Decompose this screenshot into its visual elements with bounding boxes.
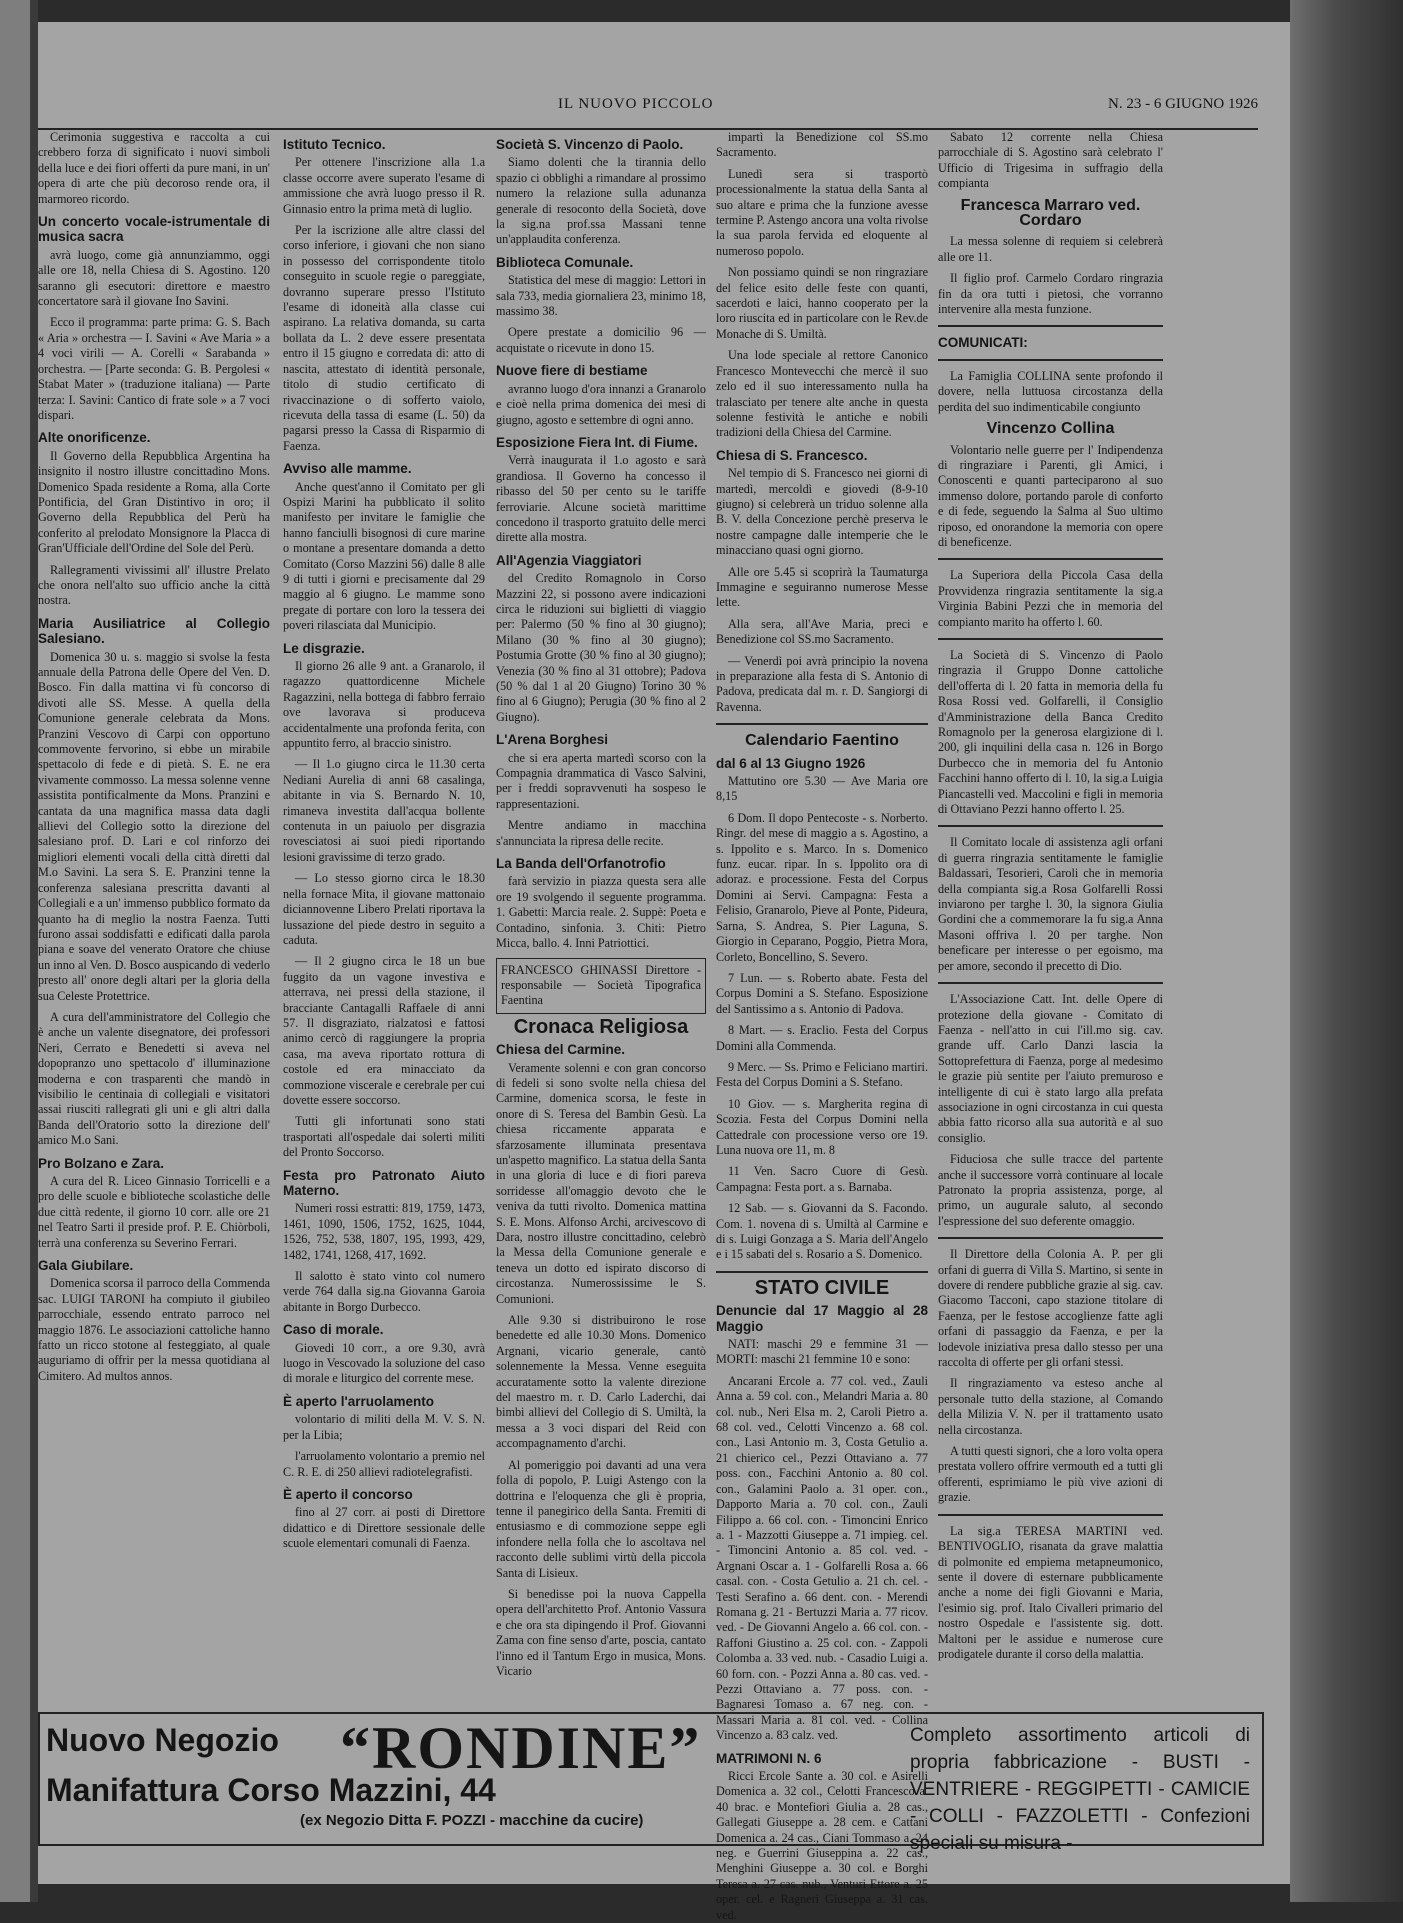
column-rule xyxy=(938,325,1163,327)
ad-brand: “RONDINE” xyxy=(340,1715,702,1781)
previous-page-edge xyxy=(0,0,30,1902)
ad-line-3: (ex Negozio Ditta F. POZZI - macchine da cucire) xyxy=(300,1812,644,1829)
article-paragraph: Per ottenere l'inscrizione alla 1.a classe occorre avere superato l'esame di ammissione che avrà luogo presso il R. Ginnasio entro la prima metà di luglio. xyxy=(283,155,485,216)
article-heading: Denuncie dal 17 Maggio al 28 Maggio xyxy=(716,1303,928,1334)
article-paragraph: La sig.a TERESA MARTINI ved. BENTIVOGLIO, risanata da grave malattia di polmonite ed empiema metapneumonico, sente il dovere di esternare pubblicamente anche a nome dei figli Giovanni e Maria, l'esimio sig. prof. Italo Civalleri primario del nostro Ospedale e l'assistente sig. dott. Maltoni per le assidue e numerose cure prodigatele durante il corso della malattia. xyxy=(938,1523,1163,1661)
article-heading: Maria Ausiliatrice al Collegio Salesiano. xyxy=(38,615,270,647)
article-paragraph: Il Comitato locale di assistenza agli orfani di guerra ringrazia sentitamente le famiglie Baldassari, Tesorieri, Caroli che in memoria della compianta sig.a Rosa Golfarelli Rossi inviarono per targhe l. 30, la signora Giulia Gordini che a commemorare la fu sig.a Anna Masoni offriva l. 20 per targhe. Non beneficare per interesse o per egoismo, ma per amore, secondo il precetto di Dio. xyxy=(938,835,1163,973)
article-paragraph: Cerimonia suggestiva e raccolta a cui crebbero forza di significato i nuovi simboli della luce e dei fiori offerti da pure mani, in un' opera di arte che più decoroso rende ora, il marmoreo ricordo. xyxy=(38,130,270,206)
article-paragraph: 9 Merc. — Ss. Primo e Feliciano martiri. Festa del Corpus Domini a S. Stefano. xyxy=(716,1059,928,1090)
article-heading: L'Arena Borghesi xyxy=(496,732,608,748)
article-heading: Società S. Vincenzo di Paolo. xyxy=(496,137,684,152)
column-rule xyxy=(938,1237,1163,1239)
article-paragraph: Rallegramenti vivissimi all' illustre Prelato che onora nell'alto suo ufficio anche la città nostra. xyxy=(38,562,270,608)
ad-line-1: Nuovo Negozio xyxy=(46,1722,279,1758)
article-heading: Avviso alle mamme. xyxy=(283,461,412,477)
article-paragraph: Tutti gli infortunati sono stati trasportati all'ospedale dai solerti militi del Pronto Soccorso. xyxy=(283,1114,485,1160)
article-paragraph: A tutti questi signori, che a loro volta opera prestata vollero offrire vermouth ed a tutti gli offerenti, esprimiamo le più vive azioni di grazie. xyxy=(938,1444,1163,1505)
article-paragraph: Mentre andiamo in macchina s'annunciata la ripresa delle recite. xyxy=(496,818,706,848)
featured-name: Francesca Marraro ved. Cordaro xyxy=(960,196,1141,230)
article-paragraph: Al pomeriggio poi davanti ad una vera folla di popolo, P. Luigi Astengo con la dottrina e l'eloquenza che gli è propria, tenne il panegirico della Santa. Fremiti di entusiasmo e di commozione seppe egli infondere nella folla che lo ascoltava nel racconto delle sublimi virtù della piccola Santa di Lisieux. xyxy=(496,1457,706,1580)
article-paragraph: Ancarani Ercole a. 77 col. ved., Zauli Anna a. 59 col. con., Melandri Maria a. 80 col. nub., Neri Elsa m. 2, Caroli Pietro a. 68 col. ved., Celotti Vincenzo a. 68 col. con., Lasi Antonio m. 3, Costa Getulio a. 21 chierico cel., Pezzi Ottaviano a. 77 poss. con., Facchini Antonio a. 80 col. con., Galamini Paolo a. 31 oper. con., Dapporto Maria a. 70 col. con., Zauli Filippo a. 66 col. con. - Timoncini Enrico a. 1 - Mazzotti Giuseppe a. 71 impieg. cel. - Timoncini Antonio a. 85 col. ved. - Argnani Oscar a. 1 - Golfarelli Rosa a. 66 casal. con. - Costa Getulio a. 21 ch. cel. - Testi Serafino a. 66 dent. con. - Merendi Romana g. 21 - Bertuzzi Maria a. 77 ricov. ved. - De Giovanni Angelo a. 66 col. con. - Raffoni Giustino a. 25 col. con. - Zappoli Colomba a. 33 ved. nub. - Casadio Luigi a. 60 forn. con. - Pozzi Anna a. 80 cas. ved. - Pezzi Ottaviano a. 77 poss. con. - Bagnaresi Tomaso a. 67 neg. con. - Massari Maria a. 81 col. ved. - Collina Vincenzo a. 83 calz. ved. xyxy=(716,1373,928,1743)
article-heading: Esposizione Fiera Int. di Fiume. xyxy=(496,434,698,450)
article-paragraph: Lunedì sera si trasportò processionalmente la statua della Santa al suo altare e prima che la funzione avesse termine P. Astengo ancora una volta rivolse la sua parola fervida ed eloquente al numeroso popolo. xyxy=(716,166,928,258)
article-heading: Pro Bolzano e Zara. xyxy=(38,1155,165,1171)
column-1 xyxy=(38,130,270,1690)
article-heading: Istituto Tecnico. xyxy=(283,137,386,152)
article-heading: Un concerto vocale-istrumentale di musica sacra xyxy=(38,214,270,245)
article-paragraph: fino al 27 corr. ai posti di Direttore didattico e di Direttore sessionale delle scuole elementari comunali di Faenza. xyxy=(283,1505,485,1551)
column-rule xyxy=(938,982,1163,984)
article-paragraph: Il Governo della Repubblica Argentina ha insignito il nostro illustre concittadino Mons. Domenico Spada residente a Roma, alla Corte Pontificia, del Gran Distintivo in oro; il Governo della Repubblica del Perù ha conferito al prelodato Monsignore la Placca di Gran'Ufficiale dell'Ordine del Sole del Perù. xyxy=(38,448,270,556)
article-heading: dal 6 al 13 Giugno 1926 xyxy=(716,755,866,771)
newspaper-page xyxy=(38,22,1290,1922)
featured-name: Vincenzo Collina xyxy=(986,420,1115,438)
featured-name: Calendario Faentino xyxy=(745,732,899,750)
article-heading: MATRIMONI N. 6 xyxy=(716,1750,822,1766)
advertisement-rondine xyxy=(38,1712,1264,1854)
article-heading: È aperto il concorso xyxy=(283,1486,413,1502)
article-heading: Biblioteca Comunale. xyxy=(496,254,634,270)
article-paragraph: — Il 1.o giugno circa le 11.30 certa Nediani Aurelia di anni 68 casalinga, abitante in via S. Bernardo N. 10, rimaneva investita dall'acqua bollente contenuta in un paiuolo per disgrazia rovesciatosi ai suoi piedi riportando lesioni gravissime di terzo grado. xyxy=(283,757,485,864)
article-paragraph: Anche quest'anno il Comitato per gli Ospizi Marini ha pubblicato il solito manifesto per invitare le famiglie che hanno fanciulli bisognosi di cure marine o montane a presentare domanda a detto Comitato (Corso Mazzini 56) dalle 8 alle 9 di tutti i giorni e precisamente dal 29 maggio al 6 giugno. Le mamme sono pregate di portare con loro la tessera dei poveri rilasciata dal Municipio. xyxy=(283,479,485,633)
article-paragraph: — Lo stesso giorno circa le 18.30 nella fornace Mita, il giovane mattonaio diciannovenne Libero Prelati riportava la lussazione del piede destro in seguito a caduta. xyxy=(283,871,485,947)
article-paragraph: Alle ore 5.45 si scoprirà la Taumaturga Immagine e seguiranno numerose Messe lette. xyxy=(716,564,928,610)
article-paragraph: Non possiamo quindi se non ringraziare del felice esito delle feste con quanti, sacerdoti e laici, hanno cooperato per la loro riuscita ed in particolare con le Rev.de Monache di S. Umiltà. xyxy=(716,265,928,341)
article-paragraph: Giovedi 10 corr., a ore 9.30, avrà luogo in Vescovado la soluzione del caso di morale e liturgico del corrente mese. xyxy=(283,1340,485,1386)
article-paragraph: Il ringraziamento va esteso anche al personale tutto della stazione, al Comando della Milizia V. N. per il trattamento usato nella circostanza. xyxy=(938,1376,1163,1437)
column-rule xyxy=(938,1514,1163,1516)
article-heading: Gala Giubilare. xyxy=(38,1258,134,1274)
article-paragraph: Una lode speciale al rettore Canonico Francesco Montevecchi che mercè il suo zelo ed il suo interessamento nulla ha tralasciato per tenere alte anche in questa solenne festività le antiche e nobili tradizioni della Chiesa del Carmine. xyxy=(716,348,928,440)
column-rule xyxy=(938,638,1163,640)
masthead-title: IL NUOVO PICCOLO xyxy=(558,96,714,112)
article-paragraph: La Superiora della Piccola Casa della Provvidenza ringrazia sentitamente la sig.a Virginia Babini Pezzi che in memoria del compianto marito ha offerto l. 60. xyxy=(938,568,1163,629)
article-paragraph: che si era aperta martedì scorso con la Compagnia drammatica di Vasco Salvini, per i freddi sopravvenuti ha sospeso le rappresentazioni. xyxy=(496,750,706,811)
article-paragraph: Il salotto è stato vinto col numero verde 764 dalla sig.na Giovanna Garoia abitante in Borgo Durbecco. xyxy=(283,1269,485,1314)
column-rule xyxy=(716,1271,928,1273)
article-paragraph: A cura dell'amministratore del Collegio che è anche un valente disegnatore, dei professori Neri, Cerrato e Benedetti si aveva nel dopopranzo uno spettacolo d' illuminazione moderna e con trasparenti che mandò in visibilio le centinaia di collegiali e visitatori assai riusciti rallegrati gli uni e gli altri dalla Banda dell'Oratorio sotto la direzione dell' amico M.o Sani. xyxy=(38,1009,270,1148)
column-rule xyxy=(938,825,1163,827)
article-paragraph: 7 Lun. — s. Roberto abate. Festa del Corpus Domini a S. Stefano. Esposizione del Santissimo a s. Antonio di Padova. xyxy=(716,970,928,1016)
article-paragraph: La Famiglia COLLINA sente profondo il dovere, nella luttuosa circostanza della perdita del suo indimenticabile congiunto xyxy=(938,368,1163,414)
imprint-box: FRANCESCO GHINASSI Direttore - responsabile — Società Tipografica Faentina xyxy=(496,958,706,1014)
column-rule xyxy=(938,359,1163,361)
article-paragraph: — Venerdì poi avrà principio la novena in preparazione alla festa di S. Antonio di Padova, predicata dal m. r. D. Sangiorgi di Ravenna. xyxy=(716,653,928,714)
article-paragraph: Siamo dolenti che la tirannia dello spazio ci obblighi a rimandare al prossimo numero la relazione sulla adunanza generale di resoconto della Società, dove la sig.na prof.ssa Massani tenne un'applaudita conferenza. xyxy=(496,155,706,247)
article-paragraph: Domenica 30 u. s. maggio si svolse la festa annuale della Patrona delle Opere del Ven. D. Bosco. Fin dalla mattina vi fù concorso di divoti alle SS. Messe. A quella della Comunione generale celebrata da Mons. Pranzini Vescovo di Carpi con opportuno commovente fervorino, si ebbe un mirabile spettacolo di fede e di pietà. S. E. ne era vivamente commosso. La messa solenne venne assistita pontificalmente da Mons. Pranzini e cantata da una magnifica massa data dagli allievi del Collegio sotto la direzione del salesiano prof. D. Lari e col rinforzo dei migliori elementi vocali della città diretti dal M.o Savini. La sera S. E. Pranzini tenne la conferenza salesiana prescritta davanti al Collegiali e a un' immenso pubblico formato da quanto ha di meglio la nostra Faenza. Tutti furono assai soddisfatti e edificati dalla parola piana e soave del venerato Oratore che chiuse un inno al Ven. D. Bosco auspicando di vederlo presto all' onore degli altari per la gloria della sua Celeste Protettrice. xyxy=(38,649,271,1003)
article-paragraph: Ricci Ercole Sante a. 30 col. e Asirelli Domenica a. 32 col., Celotti Francesco a. 40 brac. e Montefiori Giulia a. 28 cas., Gallegati Giuseppe a. 28 cem. e Cattani Domenica a. 24 cas., Ciani Tommaso a. 24 neg. e Guerrini Giuseppina a. 22 cas., Menghini Giuseppe a. 30 col. e Borghi Teresa a. 27 cas. nub., Venturi Ettore a. 25 oper. cel. e Ragneri Giuseppa a. 31 cas. ved. xyxy=(716,1769,928,1922)
article-paragraph: l'arruolamento volontario a premio nel C. R. E. di 250 allievi radiotelegrafisti. xyxy=(283,1449,485,1479)
article-heading: La Banda dell'Orfanotrofio xyxy=(496,856,666,872)
article-heading: È aperto l'arruolamento xyxy=(283,1393,434,1409)
article-paragraph: L'Associazione Catt. Int. delle Opere di protezione della giovane - Comitato di Faenza - nell'atto in cui l'ill.mo sig. cav. grande uff. Carlo Danzi lascia la Sottoprefettura di Faenza, porge al medesimo le grazie più sentite per l'aiuto premuroso e intelligente di cui è stato largo alla prefata associazione in ogni circostanza in cui questa abbia fatto ricorso alla sua autorità e al suo consiglio. xyxy=(938,992,1163,1145)
article-heading: Chiesa del Carmine. xyxy=(496,1042,626,1058)
article-paragraph: Sabato 12 corrente nella Chiesa parrocchiale di S. Agostino sarà celebrato l' Ufficio di Trigesima in suffragio della compianta xyxy=(938,130,1163,191)
article-paragraph: Nel tempio di S. Francesco nei giorni di martedì, mercoldì e giovedi (8-9-10 giugno) si celebrerà un triduo solenne alla B. V. della Concezione perchè preserva le nostre campagne dalle intemperie che le minacciano quasi ogni giorno. xyxy=(716,466,928,558)
issue-number: N. 23 - 6 GIUGNO 1926 xyxy=(1108,96,1258,112)
article-paragraph: volontario di militi della M. V. S. N. per la Libia; xyxy=(283,1412,485,1442)
article-paragraph: Opere prestate a domicilio 96 — acquistate o ricevute in dono 15. xyxy=(496,325,706,355)
article-paragraph: Il Direttore della Colonia A. P. per gli orfani di guerra di Villa S. Martino, si sente in dovere di rendere pubbliche grazie al sig. cav. Giacomo Tacconi, capo stazione titolare di Faenza, per le festose accoglienze fatte agli orfani di passaggio da Faenza, e per la lodevole iniziativa presa dallo stesso per una raccolta di offerte per gli orfani stessi. xyxy=(938,1247,1163,1370)
article-paragraph: Alle 9.30 si distribuirono le rose benedette ed alle 10.30 Mons. Domenico Argnani, vicario generale, cantò solennemente la Messa. Venne eseguita accuratamente sotto la valente direzione del maestro m. r. D. Carlo Laderchi, dai bimbi allievi del Collegio di S. Umiltà, la messa a 3 voci dispari del Reid con accompagnamento d'archi. xyxy=(496,1313,706,1451)
article-paragraph: — Il 2 giugno circa le 18 un bue fuggito da un vagone investiva e atterrava, nei pressi della stazione, il bracciante Cantagalli Raffaele di anni 57. Il disgraziato, rialzatosi e fattosi animo cercò di raggiungere la propria casa, ma aveva riportato rottura di costole ed era minacciato da commozione viscerale e cerebrale per cui dovette essere soccorso. xyxy=(283,954,485,1107)
article-paragraph: Volontario nelle guerre per l' Indipendenza di ringraziare i Parenti, gli Amici, i Conoscenti e quanti parteciparono al suo immenso dolore, portando parole di conforto e di fede, seguendo la Salma al Suo ultimo riposo, ed onorandone la memoria con opere di beneficenze. xyxy=(938,442,1163,549)
column-rule xyxy=(938,558,1163,560)
column-2 xyxy=(283,130,485,1690)
article-heading: Chiesa di S. Francesco. xyxy=(716,447,868,463)
article-paragraph: Domenica scorsa il parroco della Commenda sac. LUIGI TARONI ha compiuto il giubileo parrocchiale, essendo entrato parroco nel maggio 1876. Le associazioni cattoliche hanno fatto un ricco stotone al festeggiato, al quale auguriamo di offrir per la messa quotidiana al Cimitero. Ad multos annos. xyxy=(38,1276,270,1383)
article-paragraph: Per la iscrizione alle altre classi del corso inferiore, i giovani che non siano in possesso del corrispondente titolo conseguito in scuole regie o pareggiate, dovranno superare presso l'Istituto l'esame di idoneità alla classe cui aspirano. La relativa domanda, su carta bollata da L. 2 deve essere presentata entro il 15 giugno e corredata di: atto di nascita, attestato di identità personale, titolo di studio certificato di rivaccinazione o di sofferto vaiolo, ricevuta della tassa di esame (L. 50) da pagarsi presso la Cassa di Risparmio di Faenza. xyxy=(283,223,485,453)
article-heading: Le disgrazie. xyxy=(283,640,365,656)
article-paragraph: A cura del R. Liceo Ginnasio Torricelli e a pro delle scuole e biblioteche scolastiche delle due città redente, il giorno 10 corr. alle ore 21 nel Teatro Sarti il preside prof. P. E. Chiòrboli, terrà una conferenza su Severino Ferrari. xyxy=(38,1174,270,1250)
article-paragraph: Numeri rossi estratti: 819, 1759, 1473, 1461, 1090, 1506, 1752, 1625, 1044, 1526, 752, 538, 1807, 195, 1993, 429, 1482, 1741, 1268, 417, 1692. xyxy=(283,1201,485,1262)
article-paragraph: 6 Dom. Il dopo Pentecoste - s. Norberto. Ringr. del mese di maggio a s. Agostino, a s. Ippolito e s. Marco. In s. Domenico funz. eucar. ripar. In s. Ippolito ora di adoraz. e processione. Festa del Corpus Domini ai Servi. Campagna: Festa a Felisio, Granarolo, Pieve al Ponte, Pideura, Sarna, S. Andrea, S. Pier Laguna, S. Giorgio in Ceparano, Poggio, Pietra Mora, Corleto, Boncellino, S. Severo. xyxy=(716,810,928,964)
ad-line-2: Manifattura Corso Mazzini, 44 xyxy=(46,1772,496,1808)
article-heading: Alte onorificenze. xyxy=(38,430,151,446)
article-paragraph: 12 Sab. — s. Giovanni da S. Facondo. Com. 1. novena di s. Umiltà al Carmine e di s. Luigi Gonzaga a S. Maria dell'Angelo e i 15 sabati del s. Rosario a S. Domenico. xyxy=(716,1201,928,1262)
column-3 xyxy=(496,130,706,1690)
article-paragraph: Verrà inaugurata il 1.o agosto e sarà grandiosa. Il Governo ha concesso il ribasso del 50 per cento su le tariffe ferroviarie. Alcune società marittime concedono il trasporto gratuito delle merci dirette alla mostra. xyxy=(496,453,706,545)
column-5 xyxy=(938,130,1163,1690)
binding-edge xyxy=(1290,0,1403,1902)
article-heading: Nuove fiere di bestiame xyxy=(496,363,648,379)
column-4 xyxy=(716,130,928,1922)
page-gutter xyxy=(30,0,38,1902)
article-heading: All'Agenzia Viaggiatori xyxy=(496,552,642,568)
section-title: STATO CIVILE xyxy=(754,1276,890,1299)
section-title: Cronaca Religiosa xyxy=(513,1015,689,1038)
article-paragraph: del Credito Romagnolo in Corso Mazzini 22, si possono avere indicazioni circa le riduzioni sui biglietti di viaggio per: Palermo (50 % fino al 30 giugno); Milano (30 % fino al 30 giugno); Postumia Grotte (30 % fino al 30 giugno); Venezia (30 % fino al 31 ottobre); Padova (50 % dal 1 al 20 Giugno) Torino 30 % fino al 6 Giugno); Perugia (30 % fino al 2 Giugno). xyxy=(496,571,706,724)
article-paragraph: farà servizio in piazza questa sera alle ore 19 svolgendo il seguente programma. 1. Gabetti: Marcia reale. 2. Suppè: Poeta e Contadino, sinfonia. 3. Chiti: Pietro Micca, ballo. 4. Inni Patriottici. xyxy=(496,874,706,951)
article-paragraph: La messa solenne di requiem si celebrerà alle ore 11. xyxy=(938,234,1163,264)
article-heading: Festa pro Patronato Aiuto Materno. xyxy=(283,1167,485,1198)
article-paragraph: NATI: maschi 29 e femmine 31 — MORTI: maschi 21 femmine 10 e sono: xyxy=(716,1337,928,1367)
article-paragraph: Il figlio prof. Carmelo Cordaro ringrazia fin da ora tutti i pietosi, che vorranno intervenire alla mesta funzione. xyxy=(938,271,1163,317)
article-paragraph: avrà luogo, come già annunziammo, oggi alle ore 18, nella Chiesa di S. Agostino. 120 saranno gli esecutori: direttore e maestro concertatore sarà il giovane Ino Savini. xyxy=(38,247,270,309)
article-paragraph: La Società di S. Vincenzo di Paolo ringrazia il Gruppo Donne cattoliche dell'offerta di l. 20 fatta in memoria della fu Rosa Rossi ved. Golfarelli, il Consiglio d'Amministrazione della Banca Credito Romagnolo per la generosa elargizione di l. 200, gli inquilini della casa n. 126 in Borgo Durbecco che in memoria del fu Antonio Facchini hanno offerto di l. 10, la sig.a Luigia Piancastelli ved. Maccolini e figli in memoria di Ottaviano Pezzi hanno offerto l. 25. xyxy=(938,647,1163,817)
article-paragraph: Mattutino ore 5.30 — Ave Maria ore 8,15 xyxy=(716,774,928,804)
article-paragraph: 8 Mart. — s. Eraclio. Festa del Corpus Domini alla Commenda. xyxy=(716,1023,928,1053)
article-paragraph: Ecco il programma: parte prima: G. S. Bach « Aria » orchestra — I. Savini « Ave Maria » a 4 voci virili — A. Corelli « Sarabanda » orchestra. — [Parte seconda: G. B. Pergolesi « Stabat Mater » (traduzione italiana) — Parte terza: I. Savini: Cantico di frate sole » a 7 voci dispari. xyxy=(38,315,270,422)
article-paragraph: Fiduciosa che sulle tracce del partente anche il successore vorrà continuare al locale Patronato la propria assistenza, porge, al primo, un augurale saluto, al secondo l'espressione del suo deferente omaggio. xyxy=(938,1152,1163,1228)
article-paragraph: Il giorno 26 alle 9 ant. a Granarolo, il ragazzo quattordicenne Michele Ragazzini, nella bottega di fabbro ferraio ove lavorava si produceva accidentalmente una profonda ferita, con appuntito ferro, al braccio sinistro. xyxy=(283,659,485,751)
page-header xyxy=(38,88,1258,130)
article-heading: COMUNICATI: xyxy=(938,335,1028,351)
article-paragraph: 11 Ven. Sacro Cuore di Gesù. Campagna: Festa port. a s. Barnaba. xyxy=(716,1164,928,1194)
article-paragraph: Statistica del mese di maggio: Lettori in sala 733, media giornaliera 23, minimo 18, massimo 38. xyxy=(496,273,706,319)
article-paragraph: 10 Giov. — s. Margherita regina di Scozia. Festa del Corpus Domini nella Cattedrale con processione verso ore 19. Luna nuova ore 11, m. 8 xyxy=(716,1096,928,1157)
article-paragraph: avranno luogo d'ora innanzi a Granarolo e cioè nella prima domenica dei mesi di giugno, agosto e settembre di ogni anno. xyxy=(496,381,706,427)
column-rule xyxy=(716,723,928,725)
article-paragraph: impartì la Benedizione col SS.mo Sacramento. xyxy=(716,130,928,160)
article-heading: Caso di morale. xyxy=(283,1322,384,1338)
ad-description: Completo assortimento articoli di propria fabbricazione - BUSTI - VENTRIERE - REGGIPETTI - CAMICIE - COLLI - FAZZOLETTI - Confezioni speciali su misura - xyxy=(910,1725,1250,1854)
article-paragraph: Si benedisse poi la nuova Cappella opera dell'architetto Prof. Antonio Vassura e che ora sta dipingendo il Prof. Giovanni Zama con fine senso d'arte, poscia, cantato l'inno ed il Tantum Ergo in musica, Mons. Vicario xyxy=(496,1586,706,1678)
article-paragraph: Veramente solenni e con gran concorso di fedeli si sono svolte nella chiesa del Carmine, domenica scorsa, le feste in onore di S. Teresa del Bambin Gesù. La chiesa riccamente apparata e sfarzosamente illuminata presentava un'aspetto magnifico. La statua della Santa in una gloria di luce e di fiori pareva sorridesse all'omaggio devoto che le veniva da tutti rivolto. Domenica mattina S. E. Mons. Alfonso Archi, arcivescovo di Dara, nostro illustre concittadino, celebrò la Messa della Comunione generale e teneva un dotto ed ispirato discorso di circostanza. Numerossissime le S. Comunioni. xyxy=(496,1060,706,1306)
article-paragraph: Alla sera, all'Ave Maria, preci e Benedizione col SS.mo Sacramento. xyxy=(716,616,928,647)
